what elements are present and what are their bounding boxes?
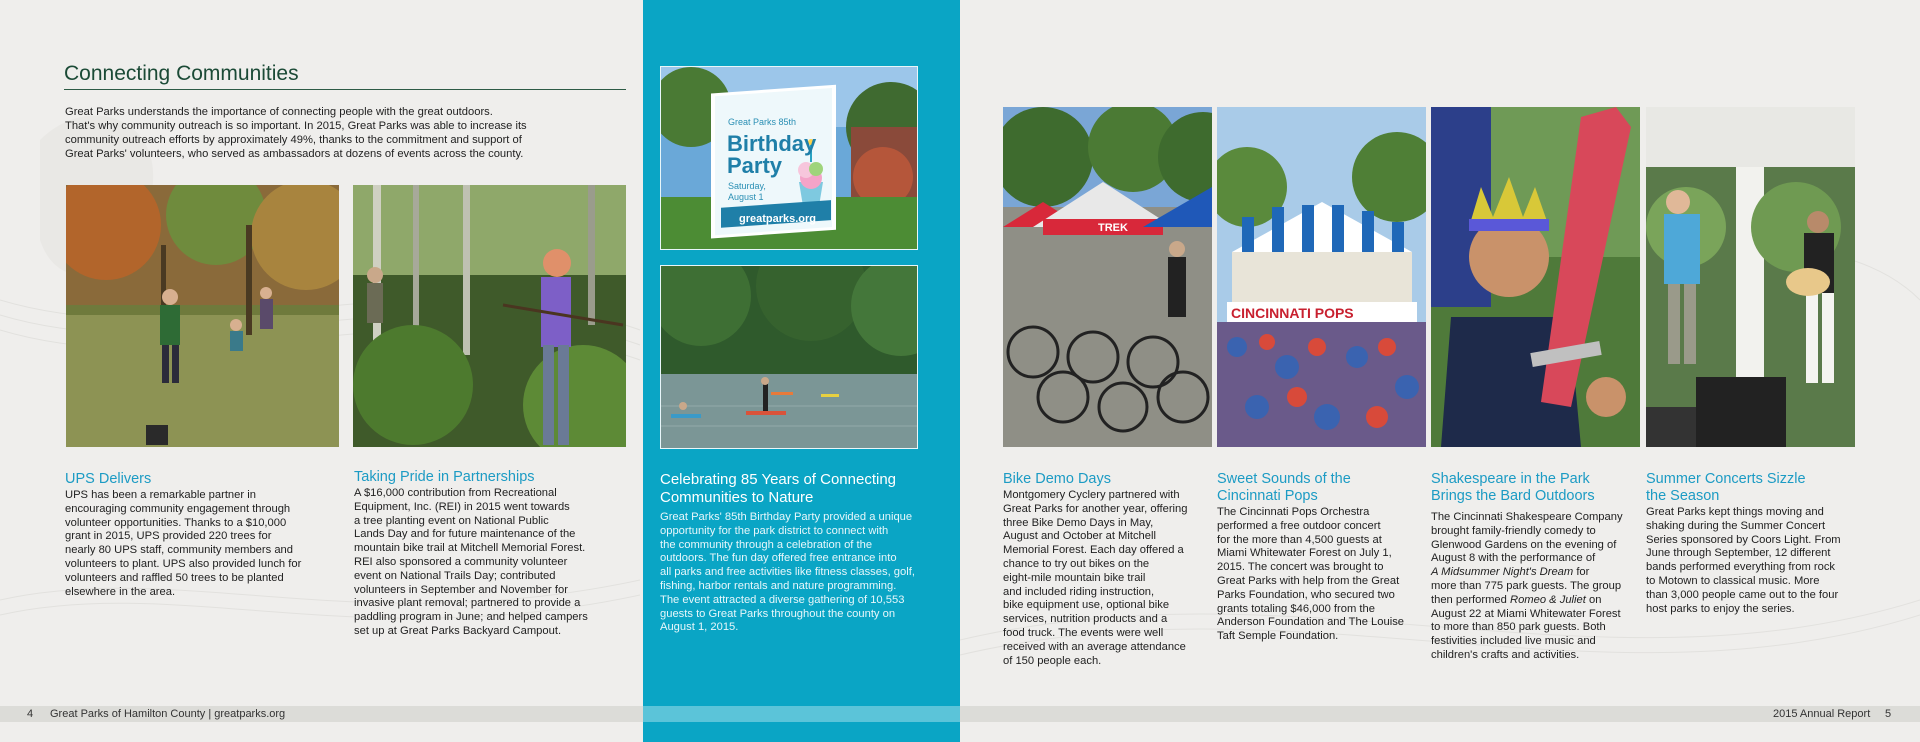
body-line: nearly 80 UPS staff, community members and [65,544,293,557]
birthday-party-sign-photo [660,66,918,250]
footer-bar [0,706,1920,722]
body-line: invasive plant removal; partnered to provide a [354,597,581,610]
intro-line: Great Parks' volunteers, who served as ambassadors at dozens of events across the county. [65,148,524,160]
body-line: Memorial Forest. Each day offered a [1003,544,1184,557]
sign-text-line: Saturday, [728,181,766,191]
footer-bar-accent [643,706,960,722]
lake-paddleboarding-photo [660,265,918,449]
body-line: Montgomery Cyclery partnered with [1003,489,1180,501]
body-line: volunteers in September and November for [354,583,568,596]
body-line: UPS has been a remarkable partner in [65,489,256,501]
left-footer-text: Great Parks of Hamilton County | greatparks.org [50,708,286,720]
body-line: event on National Trails Day; contributed [354,569,556,582]
title-line: Shakespeare in the Park [1431,471,1590,487]
body-line: to Motown to classical music. More [1646,574,1820,587]
body-line: grant in 2015, UPS provided 220 trees for [65,530,272,543]
body-line: volunteers to plant. UPS also provided lunch for [65,557,302,570]
body-line: Equipment, Inc. (REI) in 2015 went towards [354,500,570,513]
body-line: REI also sponsored a community volunteer [354,555,568,568]
intro-line: That's why community outreach is so important. In 2015, Great Parks was able to increase its [65,120,527,132]
sign-text-line: Party [727,153,783,178]
title-line: Summer Concerts Sizzle [1646,471,1806,487]
column-title [1646,471,1861,505]
title-line: Communities to Nature [660,488,814,506]
sign-text-line: August 1 [728,192,764,202]
sign-text-line: Great Parks 85th [728,117,797,127]
body-line [1431,566,1643,580]
body-line: festivities included live music and [1431,635,1596,648]
column-summer-concerts [1646,471,1861,616]
right-footer-text: 2015 Annual Report [1773,708,1871,720]
body-line: opportunity for the park district to connect with [660,524,889,537]
body-line: and included riding instruction, [1003,585,1155,598]
right-page-number: 5 [1885,708,1892,720]
body-line [1431,594,1643,608]
column-ups-delivers [65,471,340,599]
page-heading: Connecting Communities [64,62,626,90]
body-line: guests to Great Parks throughout the county on [660,607,896,620]
body-line: more than 775 park guests. The group [1431,579,1622,592]
column-taking-pride [354,469,634,639]
body-line: received with an average attendance [1003,640,1186,653]
summer-concert-band-photo [1646,107,1855,447]
body-line: mountain bike trail at Mitchell Memorial Forest. [354,542,586,555]
intro-paragraph [65,105,555,161]
body-line: A $16,000 contribution from Recreational [354,487,557,499]
column-title: Taking Pride in Partnerships [354,469,535,485]
sign-text-line: Birthday [727,131,817,156]
body-line: Lands Day and for future maintenance of the [354,528,576,541]
column-body [1431,511,1643,663]
body-line: Parks Foundation, who secured two [1217,588,1395,601]
intro-line: community outreach efforts by approximately 49%, thanks to the commitment and support of [65,134,522,146]
body-line: 2015. The concert was brought to [1217,561,1384,574]
body-line: Series sponsored by Coors Light. From [1646,533,1841,546]
body-line: than 3,000 people came out to the four [1646,588,1839,601]
body-line: three Bike Demo Days in May, [1003,516,1154,529]
body-line: brought family-friendly comedy to [1431,524,1596,537]
column-bike-demo-days [1003,471,1215,668]
play-title: A Midsummer Night's Dream [1431,566,1574,579]
banner-text: CINCINNATI POPS [1231,305,1354,321]
body-line: volunteer opportunities. Thanks to a $10,000 [65,516,287,529]
body-line: shaking during the Summer Concert [1646,519,1826,532]
center-feature-body [660,511,950,635]
body-line: to more than 850 park guests. Both [1431,621,1606,634]
body-line: Great Parks kept things moving and [1646,506,1824,518]
body-line: a tree planting event on National Public [354,514,549,527]
body-line: Miami Whitewater Forest on July 1, [1217,547,1392,560]
body-line: Glenwood Gardens on the evening of [1431,538,1617,551]
title-line: Sweet Sounds of the [1217,471,1351,487]
title-line: the Season [1646,488,1720,504]
left-page-number: 4 [27,708,34,720]
body-line: The event attracted a diverse gathering of 10,553 [660,593,905,606]
body-line: the community through a celebration of the [660,538,873,551]
body-line: chance to try out bikes on the [1003,557,1150,570]
body-line: bike equipment use, optional bike [1003,599,1170,612]
volunteers-planting-trees-photo [66,185,339,447]
body-line: performed a free outdoor concert [1217,519,1381,532]
intro-line: Great Parks understands the importance of connecting people with the great outdoors. [65,106,493,118]
column-body [1217,506,1429,644]
body-line: elsewhere in the area. [65,585,176,598]
body-line: outdoors. The fun day offered free entrance into [660,552,897,565]
center-feature-text [660,471,950,635]
body-line: grants totaling $46,000 from the [1217,602,1375,615]
body-line: August 1, 2015. [660,621,739,634]
column-title: Bike Demo Days [1003,471,1111,487]
bike-demo-day-photo [1003,107,1212,447]
body-line: bands performed everything from rock [1646,561,1836,574]
column-body [1646,506,1861,616]
body-line: August 8 with the performance of [1431,552,1596,565]
column-body [1003,489,1215,668]
body-line: The Cincinnati Pops Orchestra [1217,506,1370,518]
body-line: Great Parks' 85th Birthday Party provided a unique [660,511,913,523]
play-title: Romeo & Juliet [1509,593,1586,606]
body-line: Great Parks for another year, offering [1003,502,1188,515]
column-title [1217,471,1429,505]
body-line: Great Parks with help from the Great [1217,574,1400,587]
column-title [1431,471,1643,505]
shakespeare-child-with-sword-photo [1431,107,1640,447]
body-line: August 22 at Miami Whitewater Forest [1431,607,1621,620]
body-line: set up at Great Parks Backyard Campout. [354,624,562,637]
column-body [354,487,634,639]
body-line: June through September, 12 different [1646,547,1831,560]
title-line: Celebrating 85 Years of Connecting [660,471,897,488]
body-line: services, nutrition products and a [1003,613,1168,626]
body-fragment: on [1585,593,1602,606]
body-fragment: then performed [1431,593,1510,606]
body-line: eight-mile mountain bike trail [1003,571,1146,584]
body-line: host parks to enjoy the series. [1646,602,1795,615]
body-line: August and October at Mitchell [1003,530,1156,543]
cincinnati-pops-concert-photo [1217,107,1426,447]
body-line: encouraging community engagement through [65,502,291,515]
body-line: food truck. The events were well [1003,626,1164,639]
sign-url-text: greatparks.org [739,213,817,225]
body-line: Taft Semple Foundation. [1217,630,1339,643]
body-line: Anderson Foundation and The Louise [1217,616,1405,629]
body-fragment: for [1573,566,1590,579]
column-title: UPS Delivers [65,471,152,487]
column-body [65,489,340,599]
title-line: Cincinnati Pops [1217,488,1318,504]
volunteer-clearing-brush-photo [353,185,626,447]
center-feature-title [660,471,950,506]
title-line: Brings the Bard Outdoors [1431,488,1595,504]
body-line: paddling program in June; and helped campers [354,611,588,624]
body-line: for the more than 4,500 guests at [1217,533,1382,546]
column-shakespeare [1431,471,1643,663]
body-line: children's crafts and activities. [1431,648,1580,661]
body-line: all parks and free activities like fitness classes, golf, [660,566,915,579]
body-line: The Cincinnati Shakespeare Company [1431,511,1623,523]
body-line: of 150 people each. [1003,654,1102,667]
column-sweet-sounds [1217,471,1429,644]
body-line: volunteers and raffled 50 trees to be planted [65,571,284,584]
body-line: fishing, harbor rentals and nature programming. [660,579,897,592]
tent-banner-text: TREK [1098,222,1128,234]
